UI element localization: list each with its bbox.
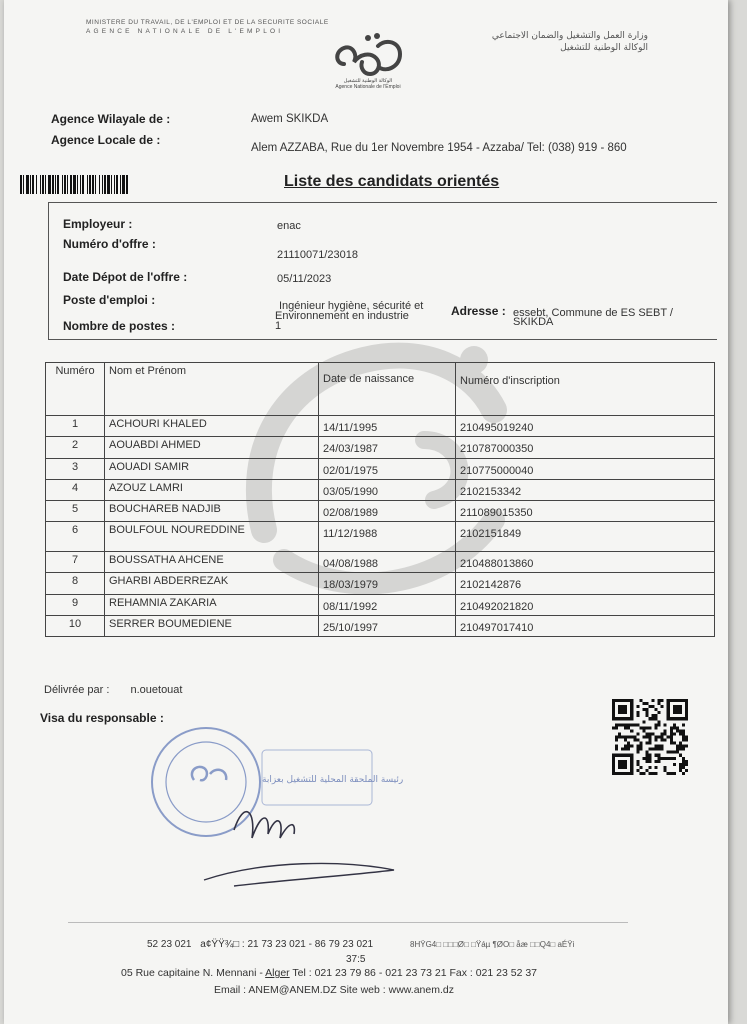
delivered-by-value: n.ouetouat bbox=[130, 684, 183, 696]
candidate-name: AOUADI SAMIR bbox=[105, 459, 319, 480]
candidate-name: AZOUZ LAMRI bbox=[105, 480, 319, 501]
registration-number: 211089015350 bbox=[456, 501, 715, 522]
stamp-text: رئيسة الملحقة المحلية للتشغيل بعزابة bbox=[262, 775, 404, 785]
locale-value: Alem AZZABA, Rue du 1er Novembre 1954 - Azzaba/ Tel: (038) 919 - 860 bbox=[251, 142, 627, 154]
address-value-line2: SKIKDA bbox=[513, 316, 554, 328]
table-row bbox=[46, 480, 715, 501]
locale-label: Agence Locale de : bbox=[51, 133, 161, 147]
birth-date: 14/11/1995 bbox=[319, 416, 456, 437]
ministry-name-ar: وزارة العمل والتشغيل والضمان الاجتماعي bbox=[491, 31, 648, 41]
registration-number: 2102151849 bbox=[456, 522, 715, 552]
delivered-by-label: Délivrée par : bbox=[44, 684, 110, 696]
table-row bbox=[46, 552, 715, 573]
footer-code: 37:5 bbox=[346, 954, 366, 965]
row-number: 2 bbox=[46, 437, 105, 459]
row-number: 4 bbox=[46, 480, 105, 501]
delivered-by bbox=[44, 684, 182, 696]
row-number: 1 bbox=[46, 416, 105, 437]
registration-number: 2102142876 bbox=[456, 573, 715, 595]
registration-number: 210495019240 bbox=[456, 416, 715, 437]
header-registration-number: Numéro d'inscription bbox=[456, 363, 715, 416]
header-birth-date: Date de naissance bbox=[319, 363, 456, 416]
header-name: Nom et Prénom bbox=[105, 363, 319, 416]
positions-value: 1 bbox=[275, 320, 282, 332]
employer-value: enac bbox=[277, 220, 301, 232]
ministry-header-fr bbox=[86, 18, 329, 36]
candidate-name: AOUABDI AHMED bbox=[105, 437, 319, 459]
registration-number: 210492021820 bbox=[456, 595, 715, 616]
table-row bbox=[46, 437, 715, 459]
table-row bbox=[46, 573, 715, 595]
positions-label: Nombre de postes : bbox=[63, 319, 176, 333]
official-stamp-icon bbox=[144, 710, 404, 900]
candidate-name: BOUCHAREB NADJIB bbox=[105, 501, 319, 522]
table-row bbox=[46, 416, 715, 437]
candidates-table bbox=[45, 362, 715, 637]
row-number: 6 bbox=[46, 522, 105, 552]
logo-caption-fr: Agence Nationale de l'Emploi bbox=[335, 84, 401, 90]
qr-code-icon bbox=[612, 699, 688, 775]
footer-address-city: Alger bbox=[265, 967, 290, 979]
row-number: 3 bbox=[46, 459, 105, 480]
birth-date: 08/11/1992 bbox=[319, 595, 456, 616]
birth-date: 02/01/1975 bbox=[319, 459, 456, 480]
birth-date: 25/10/1997 bbox=[319, 616, 456, 637]
registration-number: 2102153342 bbox=[456, 480, 715, 501]
wilayale-value: Awem SKIKDA bbox=[251, 113, 329, 125]
job-title-label: Poste d'emploi : bbox=[63, 293, 156, 307]
candidate-name: GHARBI ABDERREZAK bbox=[105, 573, 319, 595]
offer-number-value: 21110071/23018 bbox=[277, 249, 358, 261]
birth-date: 04/08/1988 bbox=[319, 552, 456, 573]
footer-divider bbox=[68, 922, 628, 923]
birth-date: 24/03/1987 bbox=[319, 437, 456, 459]
offer-info-box bbox=[48, 202, 717, 340]
table-row bbox=[46, 459, 715, 480]
birth-date: 18/03/1979 bbox=[319, 573, 456, 595]
footer-address bbox=[121, 967, 537, 979]
barcode bbox=[20, 175, 248, 194]
employer-label: Employeur : bbox=[63, 217, 133, 231]
candidate-name: BOULFOUL NOUREDDINE bbox=[105, 522, 319, 552]
candidate-name: BOUSSATHA AHCENE bbox=[105, 552, 319, 573]
visa-label: Visa du responsable : bbox=[40, 711, 164, 725]
table-row bbox=[46, 522, 715, 552]
ministry-name-fr: MINISTERE DU TRAVAIL, DE L'EMPLOI ET DE LA SECURITE SOCIALE bbox=[86, 19, 329, 26]
address-label: Adresse : bbox=[451, 304, 506, 318]
footer-address-street: 05 Rue capitaine N. Mennani - bbox=[121, 967, 266, 979]
footer-garbled-right: 8HŸG4□ □□□Ø□ □Ÿáµ ¶ØO□ åæ □□Q4□ aÉŸi bbox=[410, 940, 575, 949]
registration-number: 210787000350 bbox=[456, 437, 715, 459]
job-title-value-line2: Environnement en industrie bbox=[275, 310, 409, 322]
ministry-header-ar bbox=[492, 30, 648, 54]
document-title: Liste des candidats orientés bbox=[284, 173, 500, 190]
candidate-name: SERRER BOUMEDIENE bbox=[105, 616, 319, 637]
footer-postal: 52 23 021 bbox=[147, 939, 192, 950]
table-row bbox=[46, 616, 715, 637]
table-row bbox=[46, 501, 715, 522]
offer-number-label: Numéro d'offre : bbox=[63, 237, 156, 251]
row-number: 8 bbox=[46, 573, 105, 595]
logo-caption bbox=[316, 78, 420, 90]
agency-name-fr: AGENCE NATIONALE DE L'EMPLOI bbox=[86, 28, 284, 35]
candidate-name: ACHOURI KHALED bbox=[105, 416, 319, 437]
registration-number: 210497017410 bbox=[456, 616, 715, 637]
table-header-row bbox=[46, 363, 715, 416]
document-page bbox=[4, 0, 728, 1024]
row-number: 5 bbox=[46, 501, 105, 522]
logo-caption-ar: الوكالة الوطنية للتشغيل bbox=[343, 78, 393, 84]
deposit-date-label: Date Dépot de l'offre : bbox=[63, 270, 188, 284]
birth-date: 02/08/1989 bbox=[319, 501, 456, 522]
registration-number: 210488013860 bbox=[456, 552, 715, 573]
wilayale-label: Agence Wilayale de : bbox=[51, 112, 171, 126]
birth-date: 11/12/1988 bbox=[319, 522, 456, 552]
row-number: 9 bbox=[46, 595, 105, 616]
birth-date: 03/05/1990 bbox=[319, 480, 456, 501]
table-row bbox=[46, 595, 715, 616]
registration-number: 210775000040 bbox=[456, 459, 715, 480]
footer-email-web: Email : ANEM@ANEM.DZ Site web : www.anem.dz bbox=[214, 984, 454, 996]
deposit-date-value: 05/11/2023 bbox=[277, 273, 332, 285]
job-title-value-line1: Ingénieur hygiène, sécurité et bbox=[279, 300, 424, 312]
header-number: Numéro bbox=[46, 363, 105, 416]
row-number: 7 bbox=[46, 552, 105, 573]
address-value-line1: essebt, Commune de ES SEBT / bbox=[513, 307, 673, 319]
footer-contact-numbers: Tel : 021 23 79 86 - 021 23 73 21 Fax : 021 23 52 37 bbox=[289, 967, 538, 979]
agency-name-ar: الوكالة الوطنية للتشغيل bbox=[560, 43, 648, 53]
footer-phone-garbled: a¢ŸŸ¾□ : 21 73 23 021 - 86 79 23 021 bbox=[200, 939, 374, 950]
footer-phone-line bbox=[147, 939, 373, 950]
candidate-name: REHAMNIA ZAKARIA bbox=[105, 595, 319, 616]
row-number: 10 bbox=[46, 616, 105, 637]
